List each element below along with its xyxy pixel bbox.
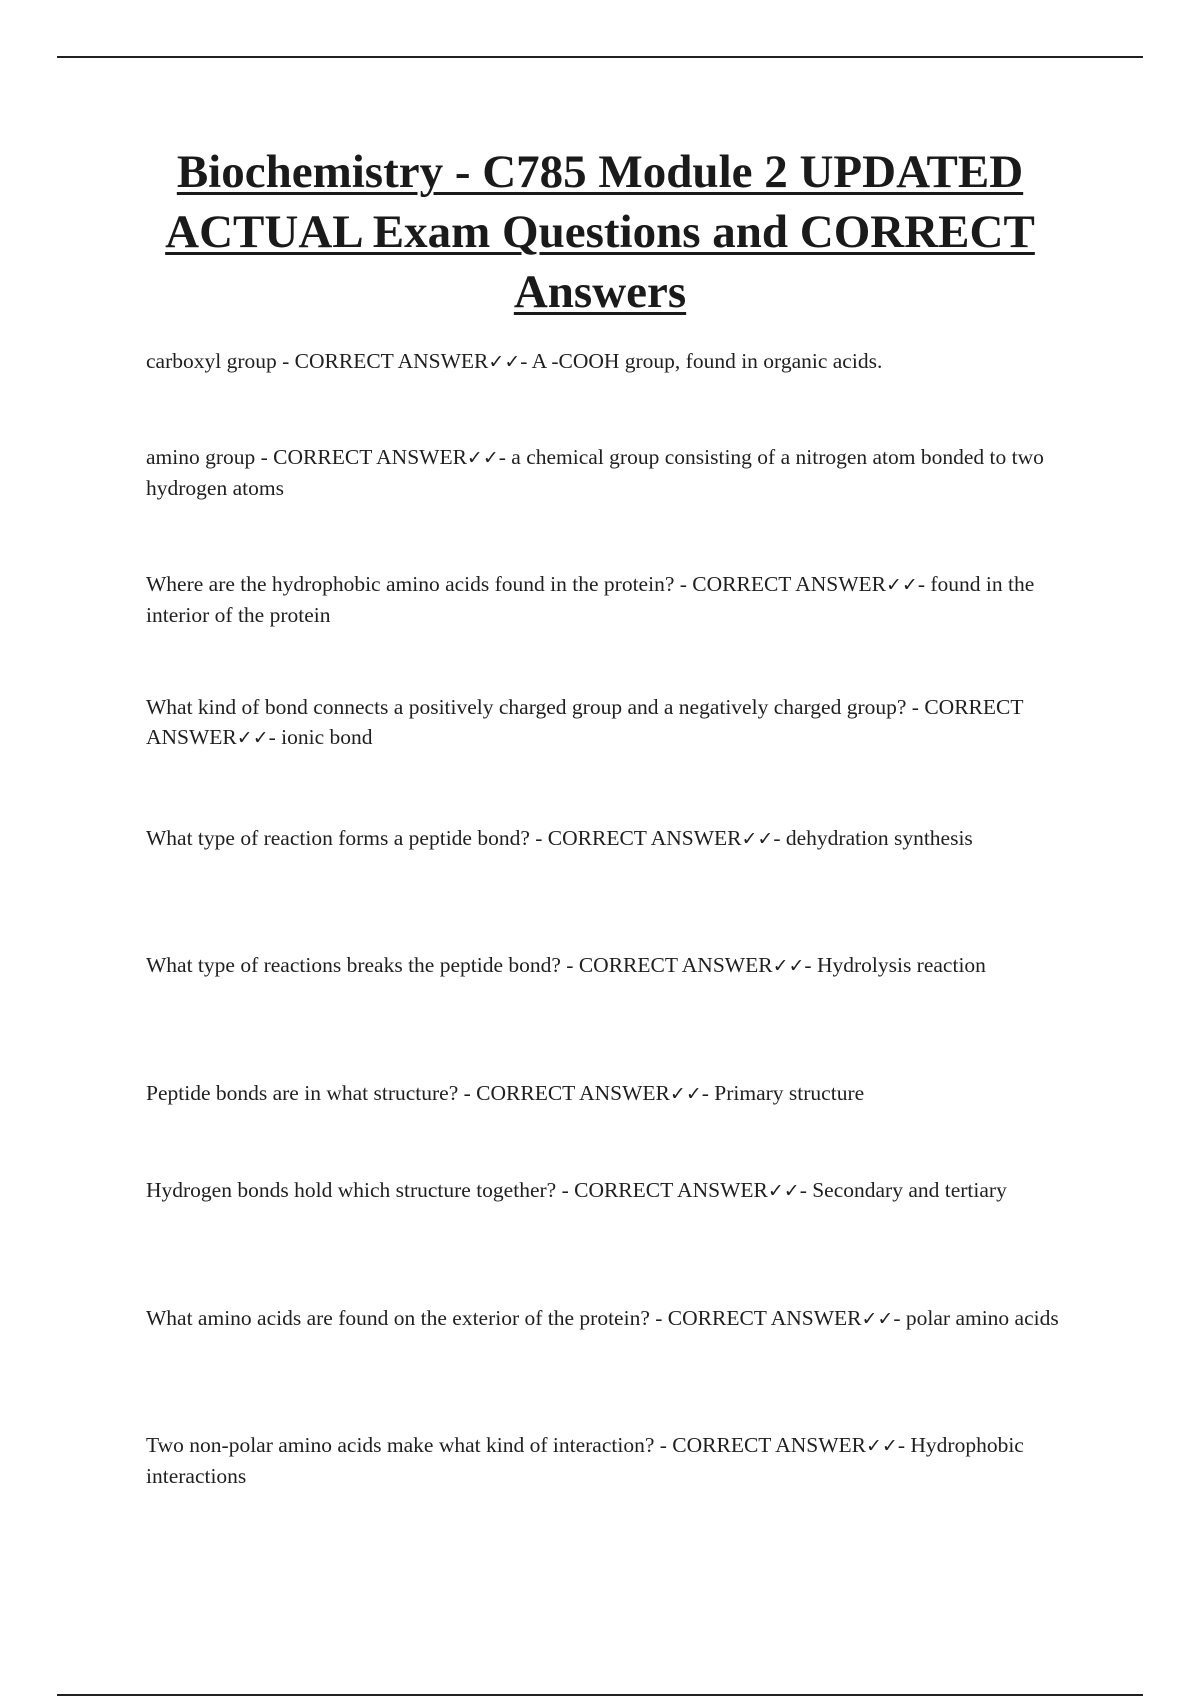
question-text: Where are the hydrophobic amino acids found in the protein? - CORRECT ANSWER xyxy=(146,572,886,596)
question-text: amino group - CORRECT ANSWER xyxy=(146,445,467,469)
answer-text: - polar amino acids xyxy=(893,1306,1059,1330)
qa-item-10 xyxy=(146,1430,1066,1491)
answer-text: - found in the interior of the protein xyxy=(146,572,1035,627)
answer-text: - Hydrolysis reaction xyxy=(804,953,986,977)
answer-text: - Hydrophobic interactions xyxy=(146,1433,1024,1488)
answer-text: - dehydration synthesis xyxy=(773,826,973,850)
qa-item-6 xyxy=(146,950,1066,981)
double-check-icon: ✓✓ xyxy=(886,574,918,596)
header-rule xyxy=(57,56,1143,58)
qa-item-8 xyxy=(146,1175,1066,1206)
question-text: What kind of bond connects a positively charged group and a negatively charged group? - CORRECT ANSWER xyxy=(146,695,1024,749)
double-check-icon: ✓✓ xyxy=(669,1083,702,1105)
qa-item-3 xyxy=(146,569,1066,630)
double-check-icon: ✓✓ xyxy=(236,727,269,749)
title-line: ACTUAL Exam Questions and CORRECT xyxy=(165,206,1035,258)
double-check-icon: ✓✓ xyxy=(741,828,774,850)
document-title xyxy=(100,142,1100,322)
title-line: Answers xyxy=(513,266,687,318)
question-text: What amino acids are found on the exterior of the protein? - CORRECT ANSWER xyxy=(146,1306,862,1330)
double-check-icon: ✓✓ xyxy=(488,351,521,373)
question-text: carboxyl group - CORRECT ANSWER xyxy=(146,349,489,373)
answer-text: - Secondary and tertiary xyxy=(799,1178,1007,1202)
double-check-icon: ✓✓ xyxy=(767,1180,800,1202)
double-check-icon: ✓✓ xyxy=(466,447,499,469)
double-check-icon: ✓✓ xyxy=(772,955,805,977)
double-check-icon: ✓✓ xyxy=(861,1308,894,1330)
qa-item-7 xyxy=(146,1078,1066,1109)
footer-rule xyxy=(57,1694,1143,1696)
answer-text: - A -COOH group, found in organic acids. xyxy=(520,349,883,373)
answer-text: - a chemical group consisting of a nitrogen atom bonded to two hydrogen atoms xyxy=(146,445,1044,500)
qa-item-5 xyxy=(146,823,1066,854)
qa-item-9 xyxy=(146,1303,1066,1334)
qa-item-1 xyxy=(146,346,1066,377)
double-check-icon: ✓✓ xyxy=(866,1435,898,1457)
question-text: Peptide bonds are in what structure? - CORRECT ANSWER xyxy=(146,1081,670,1105)
qa-item-4 xyxy=(146,692,1066,753)
answer-text: - Primary structure xyxy=(701,1081,865,1105)
answer-text: - ionic bond xyxy=(268,725,373,749)
qa-item-2 xyxy=(146,442,1066,503)
question-text: Hydrogen bonds hold which structure together? - CORRECT ANSWER xyxy=(146,1178,768,1202)
question-text: What type of reactions breaks the peptide bond? - CORRECT ANSWER xyxy=(146,953,773,977)
question-text: Two non-polar amino acids make what kind of interaction? - CORRECT ANSWER xyxy=(146,1433,867,1457)
question-text: What type of reaction forms a peptide bond? - CORRECT ANSWER xyxy=(146,826,742,850)
title-line: Biochemistry - C785 Module 2 UPDATED xyxy=(176,146,1024,198)
